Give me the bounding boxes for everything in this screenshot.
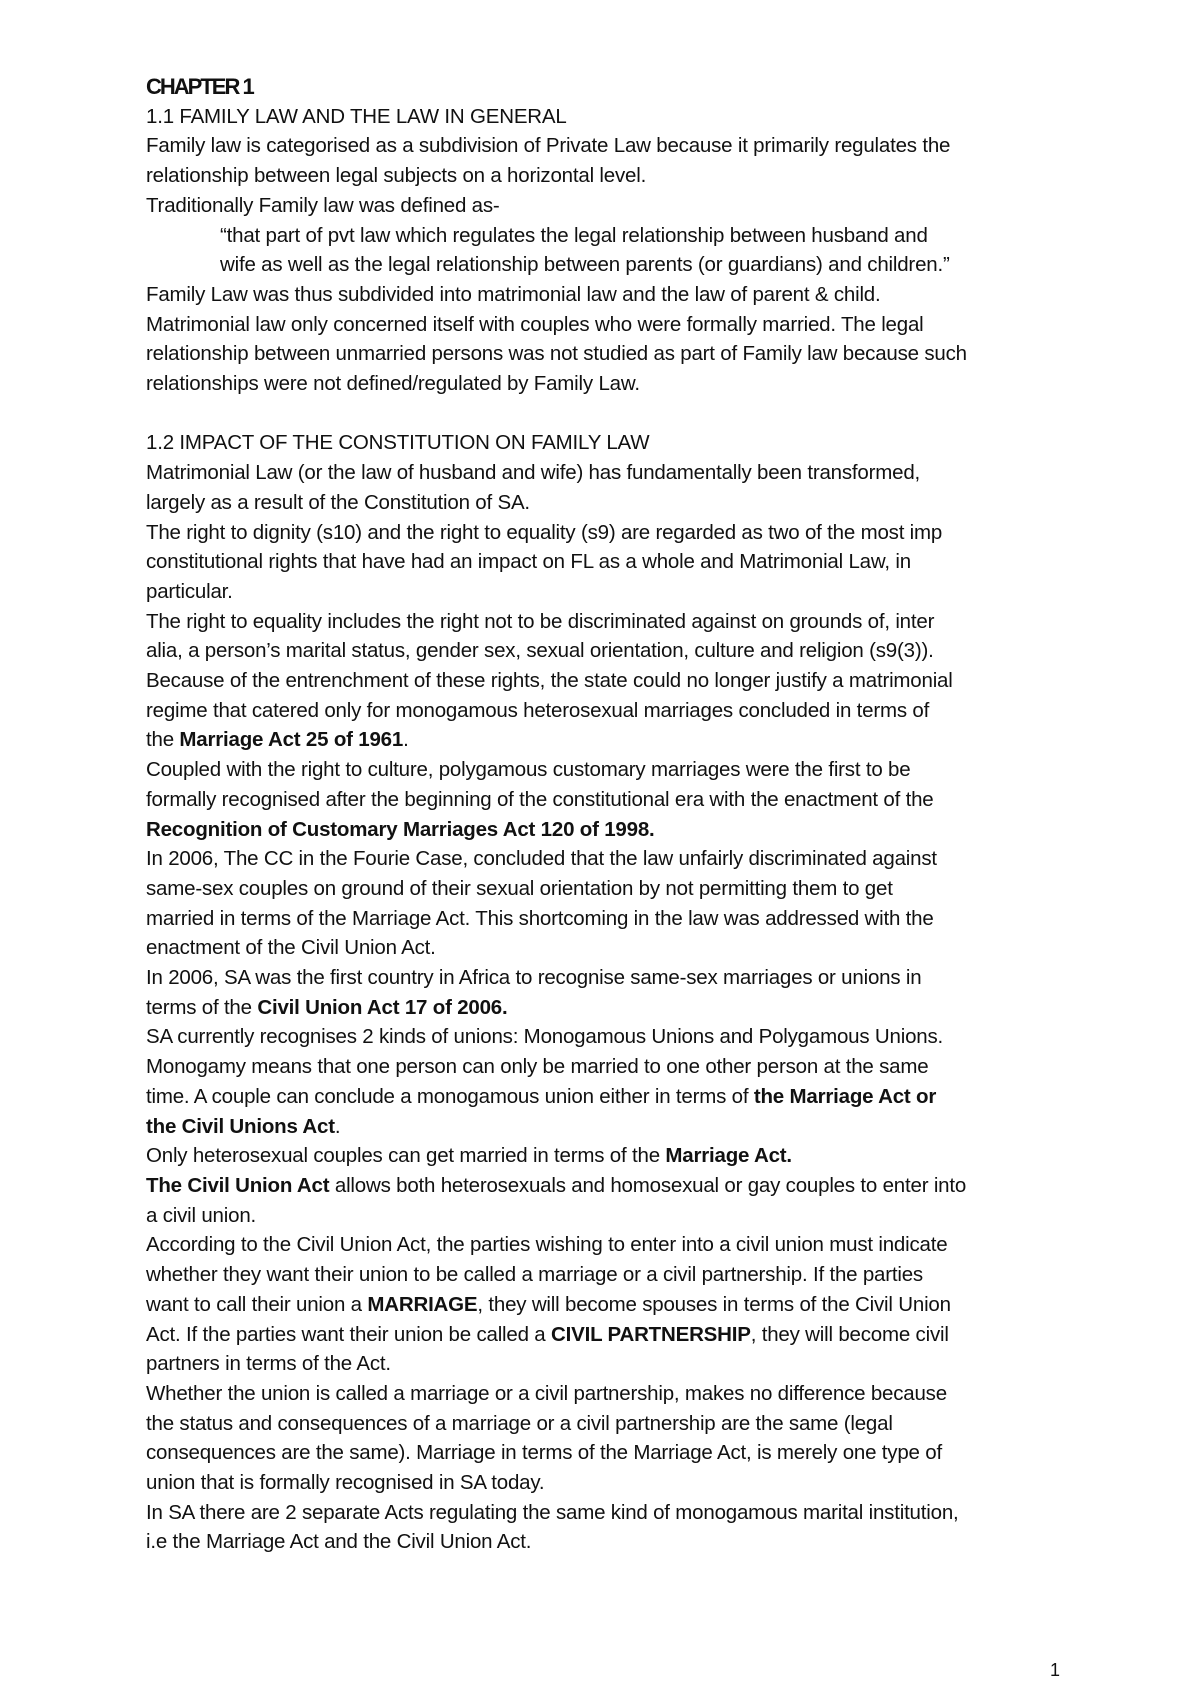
paragraph-line: a civil union. [146, 1203, 257, 1227]
paragraph-line: union that is formally recognised in SA today. [146, 1471, 545, 1495]
paragraph-line: Matrimonial law only concerned itself with couples who were formally married. The legal [146, 312, 924, 336]
blank-line [146, 399, 1076, 429]
definition-quote-line: wife as well as the legal relationship between parents (or guardians) and children.” [220, 253, 950, 277]
text-run: want to call their union a [146, 1292, 368, 1316]
paragraph-line: alia, a person’s marital status, gender sex, sexual orientation, culture and religion (s9(3)). [146, 639, 934, 663]
chapter-heading: CHAPTER 1 [146, 74, 253, 99]
paragraph-line: married in terms of the Marriage Act. This shortcoming in the law was addressed with the [146, 906, 934, 930]
paragraph-line: particular. [146, 579, 233, 603]
paragraph-line: largely as a result of the Constitution of SA. [146, 490, 530, 514]
paragraph-line: i.e the Marriage Act and the Civil Union Act. [146, 1530, 532, 1554]
paragraph-line: Family Law was thus subdivided into matrimonial law and the law of parent & child. [146, 282, 881, 306]
paragraph-line: the status and consequences of a marriage or a civil partnership are the same (legal [146, 1411, 893, 1435]
paragraph-line: formally recognised after the beginning of the constitutional era with the enactment of the [146, 787, 934, 811]
civil-union-act-line [146, 993, 1076, 1023]
bold-act-name: Marriage Act 25 of 1961 [179, 728, 404, 752]
paragraph-line: Family law is categorised as a subdivision of Private Law because it primarily regulates the [146, 134, 951, 158]
paragraph-line: Traditionally Family law was defined as- [146, 193, 500, 217]
paragraph-line: enactment of the Civil Union Act. [146, 936, 436, 960]
monogamous-union-line [146, 1082, 1076, 1112]
paragraph-line: Whether the union is called a marriage or a civil partnership, makes no difference because [146, 1381, 947, 1405]
paragraph-line: Because of the entrenchment of these rights, the state could no longer justify a matrimonial [146, 669, 953, 693]
paragraph-line: constitutional rights that have had an impact on FL as a whole and Matrimonial Law, in [146, 550, 911, 574]
page-number: 1 [1050, 1660, 1061, 1680]
marriage-term-line [146, 1290, 1076, 1320]
section-1-heading: 1.1 FAMILY LAW AND THE LAW IN GENERAL [146, 104, 567, 128]
paragraph-line: In SA there are 2 separate Acts regulating the same kind of monogamous marital institution, [146, 1500, 959, 1524]
paragraph-line: consequences are the same). Marriage in terms of the Marriage Act, is merely one type of [146, 1441, 942, 1465]
text-run: time. A couple can conclude a monogamous union either in terms of [146, 1084, 754, 1108]
marriage-act-line [146, 725, 1076, 755]
heterosexual-couples-line [146, 1141, 1076, 1171]
paragraph-line: partners in terms of the Act. [146, 1352, 391, 1376]
bold-act-name: The Civil Union Act [146, 1174, 330, 1197]
definition-quote-line: “that part of pvt law which regulates the legal relationship between husband and [220, 223, 928, 247]
text-run: allows both heterosexuals and homosexual or gay couples to enter into [329, 1174, 967, 1197]
paragraph-line: Monogamy means that one person can only be married to one other person at the same [146, 1055, 929, 1079]
civil-partnership-term-line [146, 1320, 1076, 1350]
text-run: Only heterosexual couples can get married in terms of the [146, 1144, 666, 1168]
text-run: Act. If the parties want their union be called a [146, 1322, 551, 1346]
bold-act-name: Marriage Act. [665, 1144, 792, 1168]
text-run: terms of the [146, 995, 258, 1019]
paragraph-line: According to the Civil Union Act, the parties wishing to enter into a civil union must indicate [146, 1233, 948, 1257]
text-run: the [146, 728, 180, 752]
paragraph-line: In 2006, The CC in the Fourie Case, concluded that the law unfairly discriminated against [146, 847, 937, 871]
paragraph-line: The right to dignity (s10) and the right to equality (s9) are regarded as two of the most imp [146, 520, 943, 544]
paragraph-line: relationships were not defined/regulated by Family Law. [146, 372, 640, 396]
bold-act-name: the Marriage Act or [753, 1084, 937, 1108]
bold-act-name: the Civil Unions Act [146, 1114, 335, 1138]
paragraph-line: relationship between legal subjects on a horizontal level. [146, 164, 647, 188]
document-body [146, 72, 1076, 1557]
paragraph-line: Coupled with the right to culture, polygamous customary marriages were the first to be [146, 758, 911, 782]
paragraph-line: same-sex couples on ground of their sexual orientation by not permitting them to get [146, 876, 893, 900]
paragraph-line: Matrimonial Law (or the law of husband and wife) has fundamentally been transformed, [146, 461, 921, 485]
paragraph-line: regime that catered only for monogamous heterosexual marriages concluded in terms of [146, 698, 930, 722]
customary-marriages-act-line: Recognition of Customary Marriages Act 120 of 1998. [146, 817, 655, 841]
paragraph-line: In 2006, SA was the first country in Africa to recognise same-sex marriages or unions in [146, 966, 922, 990]
text-run: . [403, 728, 409, 752]
bold-act-name: Civil Union Act 17 of 2006. [257, 995, 508, 1019]
paragraph-line: whether they want their union to be called a marriage or a civil partnership. If the parties [146, 1263, 923, 1287]
civil-union-allows-line [146, 1171, 1076, 1201]
text-run: , they will become civil [750, 1322, 949, 1346]
text-run: . [334, 1114, 341, 1138]
text-run: , they will become spouses in terms of the Civil Union [477, 1292, 951, 1316]
civil-unions-act-line [146, 1112, 1076, 1142]
bold-term: CIVIL PARTNERSHIP [551, 1322, 751, 1346]
section-2-heading: 1.2 IMPACT OF THE CONSTITUTION ON FAMILY LAW [146, 431, 650, 455]
paragraph-line: The right to equality includes the right not to be discriminated against on grounds of, inter [146, 609, 935, 633]
bold-term: MARRIAGE [367, 1292, 478, 1316]
paragraph-line: SA currently recognises 2 kinds of unions: Monogamous Unions and Polygamous Unions. [146, 1025, 944, 1049]
paragraph-line: relationship between unmarried persons was not studied as part of Family law because such [146, 342, 967, 366]
